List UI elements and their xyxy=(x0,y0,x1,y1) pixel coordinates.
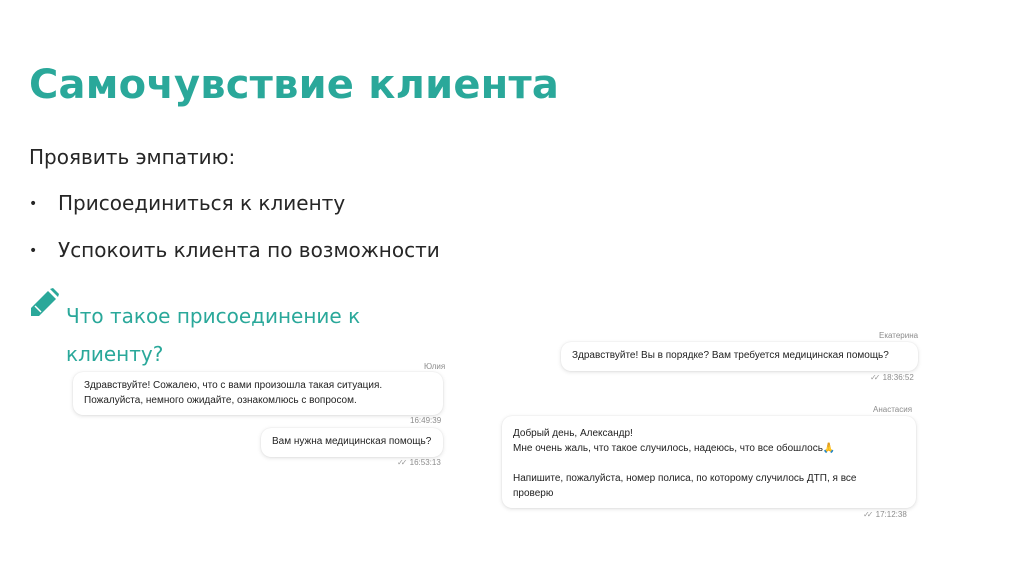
double-check-icon: ✓✓ xyxy=(397,458,405,467)
message-line: Напишите, пожалуйста, номер полиса, по которому случилось ДТП, я все xyxy=(513,473,857,484)
message-line: Добрый день, Александр! xyxy=(513,428,633,439)
message-time-row xyxy=(870,373,914,382)
pencil-icon xyxy=(29,288,59,318)
message-time-row xyxy=(397,458,441,467)
double-check-icon: ✓✓ xyxy=(863,510,871,519)
chat-message xyxy=(502,416,916,508)
chat-message xyxy=(561,342,918,371)
message-line: Здравствуйте! Вы в порядке? Вам требуется медицинская помощь? xyxy=(572,350,889,361)
double-check-icon: ✓✓ xyxy=(870,373,878,382)
bullet-label: Присоединиться к клиенту xyxy=(58,191,346,215)
message-line: проверю xyxy=(513,488,554,499)
bullet-label: Успокоить клиента по возможности xyxy=(58,238,440,262)
slide-title: Самочувствие клиента xyxy=(29,62,560,108)
message-time-row xyxy=(863,510,907,519)
chat-message xyxy=(261,428,443,457)
message-line: Вам нужна медицинская помощь? xyxy=(272,436,432,447)
message-line: Здравствуйте! Сожалею, что с вами произошла такая ситуация. xyxy=(84,380,383,391)
message-time: 18:36:52 xyxy=(882,373,914,382)
sender-name: Екатерина xyxy=(879,331,919,340)
bullet-dot: • xyxy=(29,196,38,212)
chat-message xyxy=(73,372,443,415)
message-time: 16:49:39 xyxy=(410,416,442,425)
sender-name: Анастасия xyxy=(873,405,913,414)
message-line: Пожалуйста, немного ожидайте, ознакомлюсь с вопросом. xyxy=(84,395,357,406)
message-blank-line xyxy=(513,456,905,471)
bullet-dot: • xyxy=(29,243,38,259)
intro-text: Проявить эмпатию: xyxy=(29,145,236,169)
bullet-item-join xyxy=(29,191,345,215)
message-time: 16:53:13 xyxy=(409,458,441,467)
bullet-item-calm xyxy=(29,238,440,262)
question-text: Что такое присоединение к клиенту? xyxy=(66,304,361,366)
message-line: Мне очень жаль, что такое случилось, надеюсь, что все обошлось🙏 xyxy=(513,443,836,454)
message-time: 17:12:38 xyxy=(875,510,907,519)
sender-name: Юлия xyxy=(424,362,446,371)
